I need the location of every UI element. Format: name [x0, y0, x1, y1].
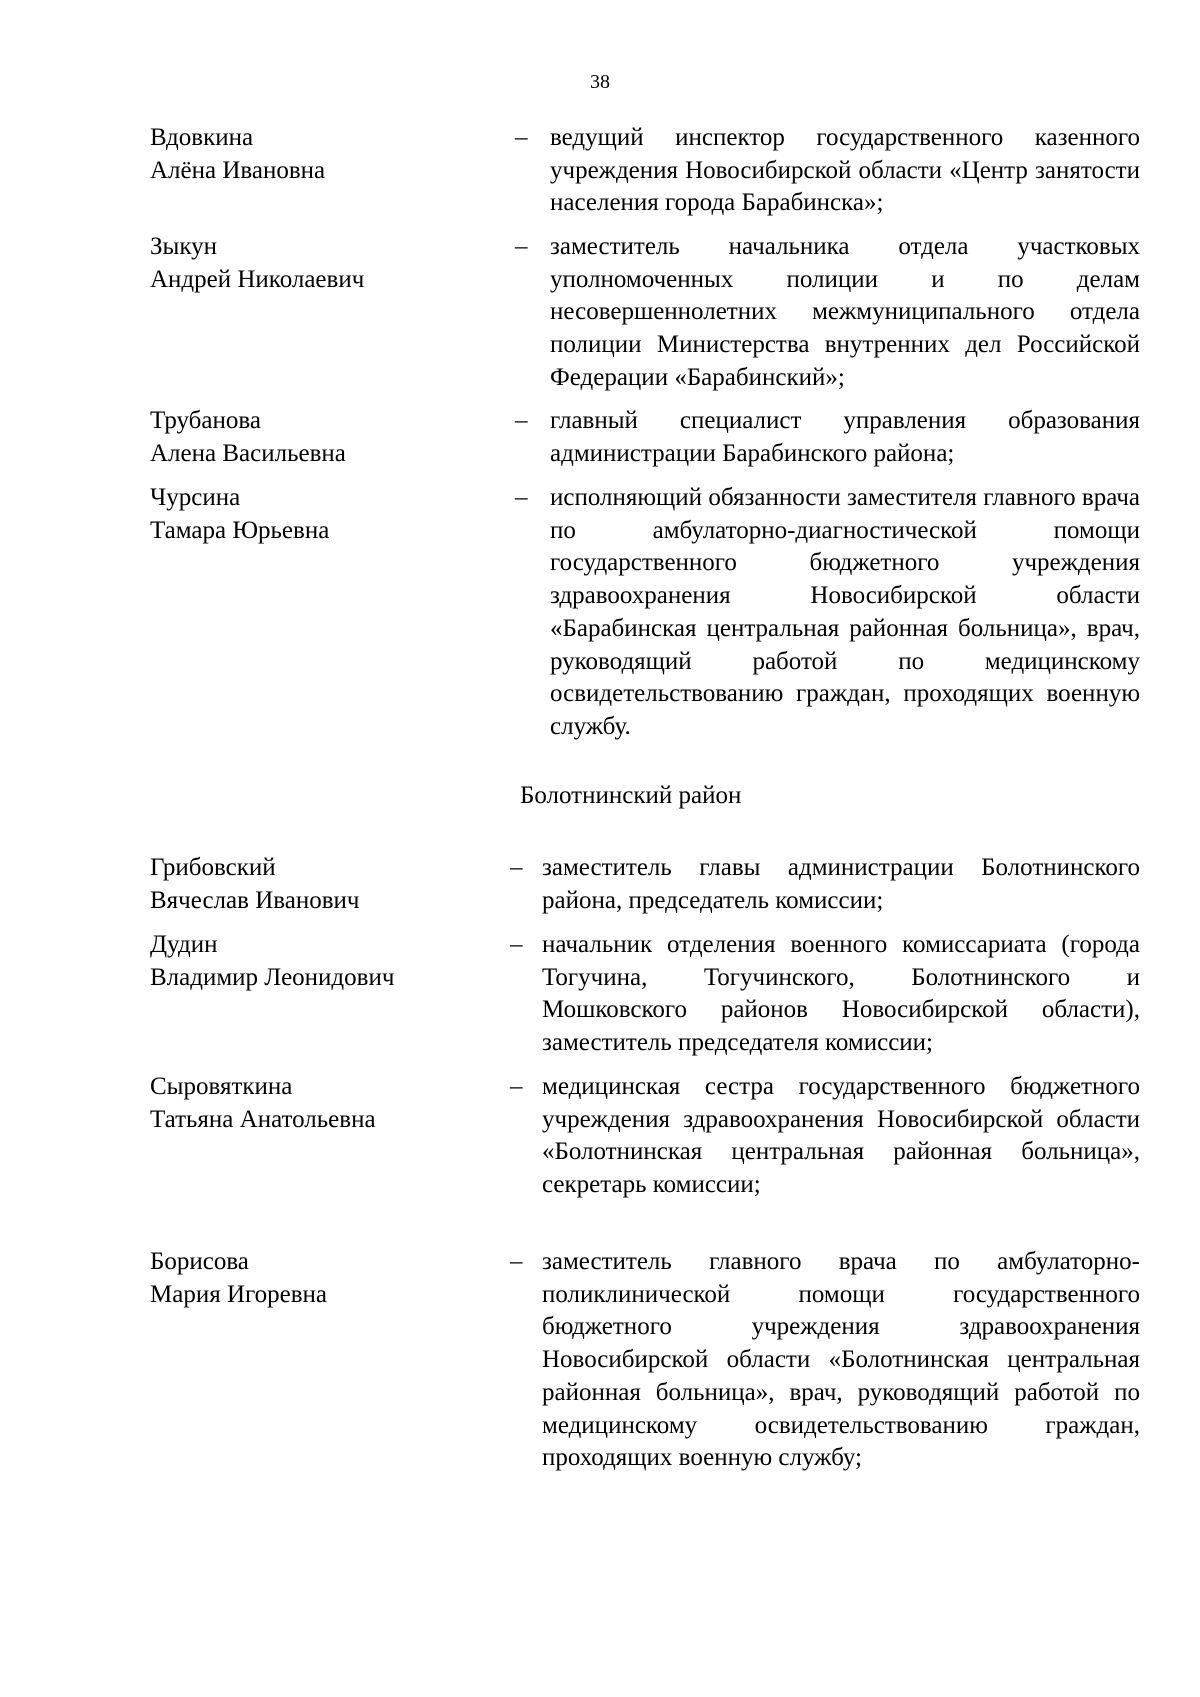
- member-name: [150, 122, 490, 187]
- dash-separator: –: [510, 854, 523, 881]
- member-given-names: Тамара Юрьевна: [150, 516, 330, 544]
- member-surname: Грибовский: [150, 854, 276, 881]
- member-role: медицинская сестра государственного бюджетного учреждения здравоохранения Новосибирской области «Болотнинская центральная районная больница», секретарь комиссии;: [542, 1073, 1140, 1199]
- member-surname: Дудин: [150, 931, 218, 958]
- member-surname: Трубанова: [150, 407, 261, 434]
- member-name: [150, 1246, 490, 1311]
- member-given-names: Мария Игоревна: [150, 1280, 328, 1308]
- member-name: [150, 405, 490, 470]
- member-surname: Сыровяткина: [150, 1073, 293, 1100]
- member-surname: Борисова: [150, 1248, 249, 1275]
- member-name: [150, 482, 490, 547]
- section-heading: Болотнинский район: [520, 782, 742, 809]
- member-given-names: Татьяна Анатольевна: [150, 1105, 376, 1133]
- member-name: [150, 1071, 490, 1136]
- member-given-names: Владимир Леонидович: [150, 963, 395, 991]
- member-name: [150, 231, 490, 296]
- member-given-names: Алена Васильевна: [150, 439, 346, 467]
- dash-separator: –: [515, 407, 528, 434]
- member-given-names: Алёна Ивановна: [150, 156, 326, 184]
- member-given-names: Андрей Николаевич: [150, 265, 365, 293]
- member-role: исполняющий обязанности заместителя главного врача по амбулаторно-диагностической помощи государственного бюджетного учреждения здравоохранения Новосибирской области «Барабинская центральная районная больница», врач, руководящий работой по медицинскому освидетельствованию граждан, проходящих военную службу.: [550, 484, 1140, 740]
- member-surname: Вдовкина: [150, 124, 254, 151]
- member-role: заместитель начальника отдела участковых уполномоченных полиции и по делам несовершеннолетних межмуниципального отдела полиции Министерства внутренних дел Российской Федерации «Барабинский»;: [550, 233, 1140, 391]
- member-role: заместитель главы администрации Болотнинского района, председатель комиссии;: [542, 854, 1140, 914]
- page-number: 38: [590, 71, 610, 93]
- dash-separator: –: [510, 1248, 523, 1275]
- dash-separator: –: [515, 124, 528, 151]
- member-given-names: Вячеслав Иванович: [150, 886, 360, 914]
- member-name: [150, 852, 490, 917]
- member-name: [150, 929, 490, 994]
- dash-separator: –: [515, 233, 528, 260]
- member-surname: Чурсина: [150, 484, 241, 511]
- dash-separator: –: [510, 1073, 523, 1100]
- member-role: начальник отделения военного комиссариата (города Тогучина, Тогучинского, Болотнинского и Мошковского районов Новосибирской области), заместитель председателя комиссии;: [542, 931, 1140, 1057]
- dash-separator: –: [510, 931, 523, 958]
- member-role: главный специалист управления образования администрации Барабинского района;: [550, 407, 1140, 467]
- dash-separator: –: [515, 484, 528, 511]
- member-role: заместитель главного врача по амбулаторно-поликлинической помощи государственного бюджетного учреждения здравоохранения Новосибирской области «Болотнинская центральная районная больница», врач, руководящий работой по медицинскому освидетельствованию граждан, проходящих военную службу;: [542, 1248, 1140, 1472]
- member-surname: Зыкун: [150, 233, 217, 260]
- member-role: ведущий инспектор государственного казенного учреждения Новосибирской области «Центр занятости населения города Барабинска»;: [550, 124, 1140, 217]
